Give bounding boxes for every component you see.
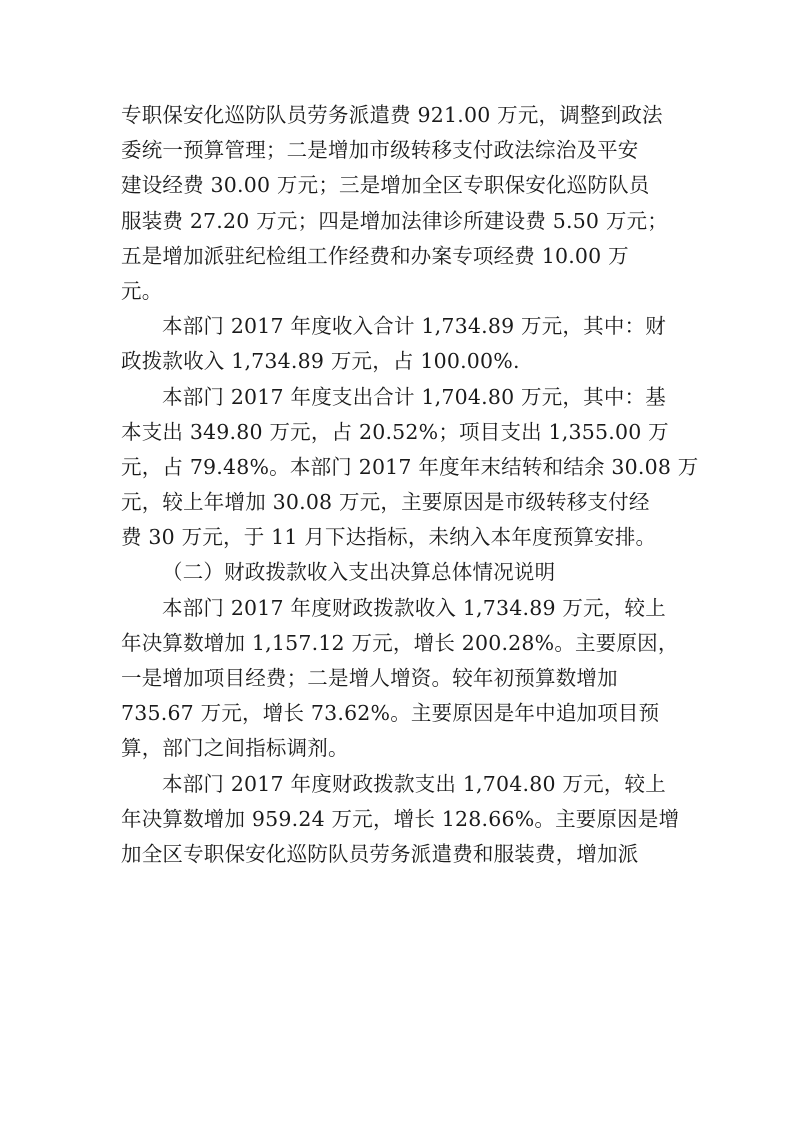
paragraph-first-line: 本部门 2017 年度财政拨款收入 1,734.89 万元，较上 — [162, 595, 666, 620]
text-line: 专职保安化巡防队员劳务派遣费 921.00 万元，调整到政法 — [121, 103, 663, 127]
text-line: 年决算数增加 959.24 万元，增长 128.66%。主要原因是增 — [121, 806, 680, 831]
text-line: 元，占 79.48%。本部门 2017 年度年末结转和结余 30.08 万 — [121, 454, 699, 479]
text-line: 本支出 349.80 万元，占 20.52%；项目支出 1,355.00 万 — [121, 419, 669, 444]
text-line: 服装费 27.20 万元；四是增加法律诊所建设费 5.50 万元； — [121, 208, 668, 233]
text-line: 一是增加项目经费；二是增人增资。较年初预算数增加 — [121, 666, 618, 690]
paragraph-first-line: 本部门 2017 年度财政拨款支出 1,704.80 万元，较上 — [162, 771, 666, 796]
section-heading: （二）财政拨款收入支出决算总体情况说明 — [162, 560, 556, 585]
text-line: 政拨款收入 1,734.89 万元，占 100.00%. — [121, 349, 520, 374]
paragraph-first-line: 本部门 2017 年度收入合计 1,734.89 万元，其中：财 — [162, 314, 666, 339]
text-line: 735.67 万元，增长 73.62%。主要原因是年中追加项目预 — [121, 701, 660, 726]
text-line: 元，较上年增加 30.08 万元，主要原因是市级转移支付经 — [121, 490, 650, 515]
text-line: 算，部门之间指标调剂。 — [121, 736, 349, 761]
text-line: 费 30 万元，于 11 月下达指标，未纳入本年度预算安排。 — [121, 525, 657, 550]
text-line: 委统一预算管理；二是增加市级转移支付政法综治及平安 — [121, 138, 639, 163]
paragraph-first-line: 本部门 2017 年度支出合计 1,704.80 万元，其中：基 — [162, 384, 666, 409]
text-line: 年决算数增加 1,157.12 万元，增长 200.28%。主要原因， — [121, 630, 679, 655]
text-line: 元。 — [121, 278, 163, 303]
body-text — [121, 98, 699, 872]
text-line: 五是增加派驻纪检组工作经费和办案专项经费 10.00 万 — [121, 243, 629, 268]
text-line: 加全区专职保安化巡防队员劳务派遣费和服装费，增加派 — [121, 841, 639, 866]
text-line: 建设经费 30.00 万元；三是增加全区专职保安化巡防队员 — [121, 173, 650, 198]
